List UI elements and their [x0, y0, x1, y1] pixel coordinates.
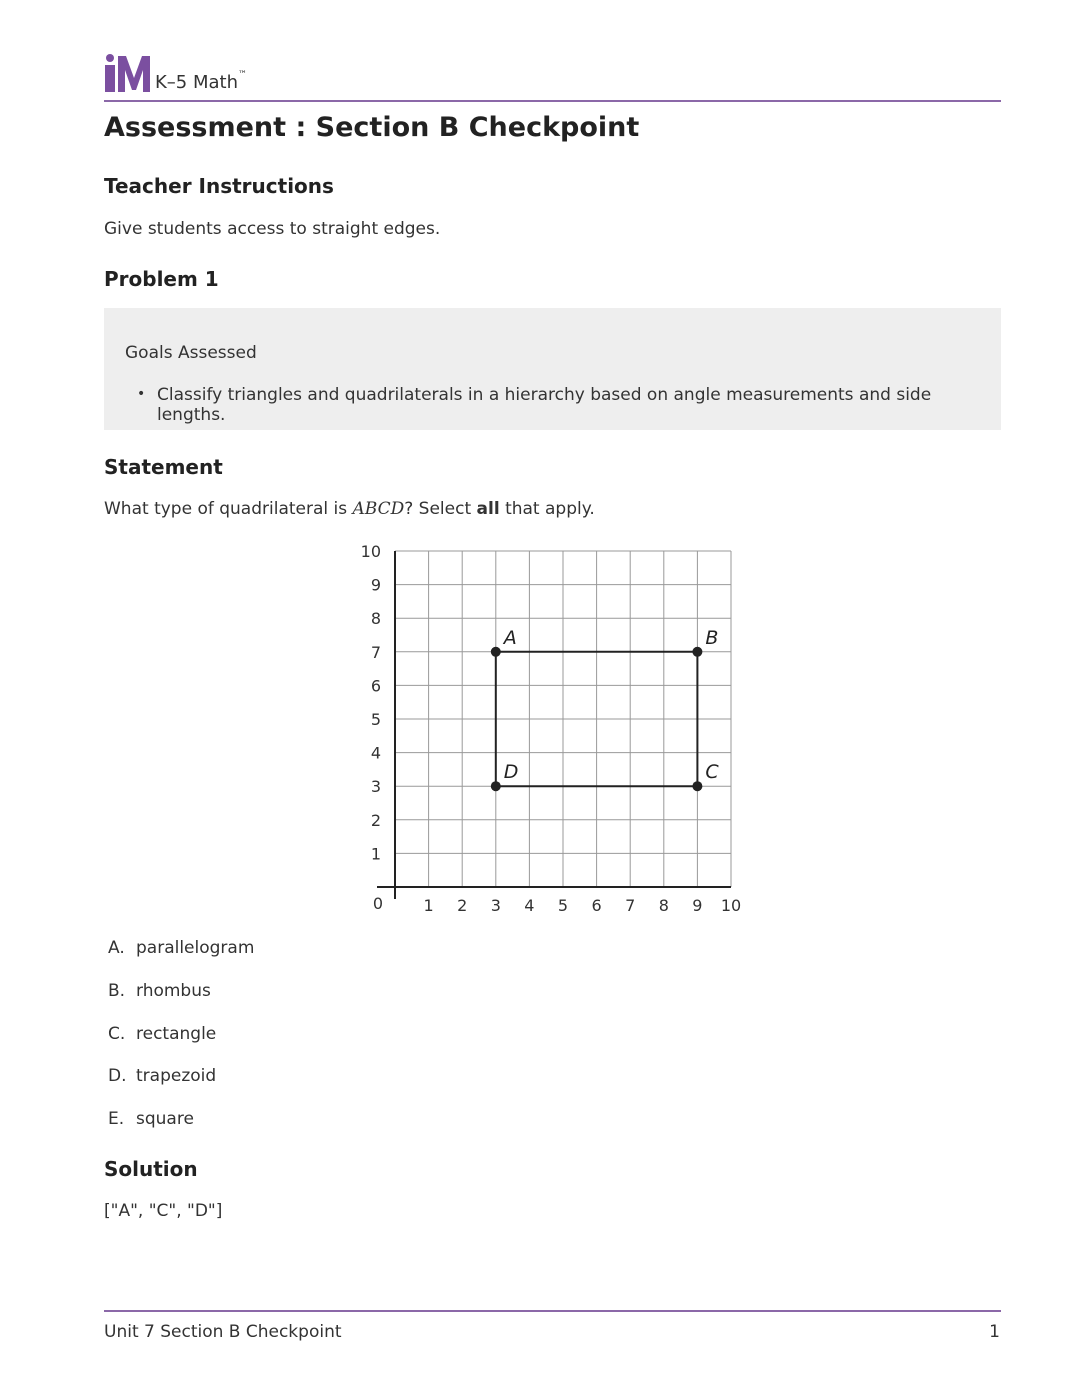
point-label-c: C: [705, 761, 719, 784]
x-tick-label: 7: [625, 896, 636, 915]
x-tick-label: 1: [423, 896, 434, 915]
point-label-a: A: [503, 626, 517, 649]
coordinate-grid: [0, 530, 1072, 930]
point-label-d: D: [503, 761, 519, 784]
goal-item: Classify triangles and quadrilaterals in a hierarchy based on angle measurements and side lengths.: [157, 385, 932, 425]
statement-text: What type of quadrilateral is ABCD? Select all that apply.: [104, 499, 595, 519]
solution-text: ["A", "C", "D"]: [104, 1201, 223, 1221]
teacher-instructions-text: Give students access to straight edges.: [104, 219, 441, 239]
x-tick-label: 5: [557, 896, 569, 915]
y-tick-label: 8: [370, 609, 381, 629]
point-label-b: B: [705, 626, 719, 649]
y-tick-label: 2: [370, 810, 381, 830]
point-b: [692, 647, 702, 657]
point-d: [491, 781, 501, 791]
point-a: [491, 647, 501, 657]
logo: [104, 54, 304, 94]
y-tick-label: 3: [370, 777, 381, 797]
x-tick-label: 2: [457, 896, 468, 915]
y-tick-label: 10: [360, 542, 381, 561]
y-tick-label: 6: [370, 676, 381, 696]
im-logo-icon: [104, 54, 152, 94]
x-tick-label: 8: [658, 896, 669, 915]
y-tick-label: 1: [370, 844, 381, 864]
x-tick-label: 3: [490, 896, 501, 915]
footer-title: Unit 7 Section B Checkpoint: [104, 1322, 342, 1342]
solution-heading: Solution: [104, 1157, 198, 1181]
point-c: [692, 781, 702, 791]
x-tick-label: 4: [524, 896, 535, 915]
y-tick-label: 7: [370, 642, 381, 662]
y-tick-label: 4: [370, 743, 381, 763]
goals-title: Goals Assessed: [125, 343, 257, 363]
choice-c[interactable]: C. rectangle: [108, 1024, 217, 1044]
x-tick-label: 6: [591, 896, 602, 915]
choice-b[interactable]: B. rhombus: [108, 981, 211, 1001]
goals-box: [104, 308, 1001, 430]
y-tick-label: 9: [370, 575, 381, 595]
problem-heading: Problem 1: [104, 267, 219, 291]
footer-rule: [104, 1310, 1001, 1312]
choice-e[interactable]: E. square: [108, 1109, 194, 1129]
header-rule: [104, 100, 1001, 102]
teacher-instructions-heading: Teacher Instructions: [104, 174, 334, 198]
logo-text: K–5 Math™: [155, 70, 248, 93]
page-number: 1: [989, 1322, 1000, 1342]
statement-heading: Statement: [104, 455, 223, 479]
choice-d[interactable]: D. trapezoid: [108, 1066, 217, 1086]
page-title: Assessment : Section B Checkpoint: [104, 112, 640, 143]
x-tick-label: 10: [720, 896, 742, 915]
x-tick-label: 9: [692, 896, 703, 915]
y-tick-label: 5: [370, 710, 381, 729]
origin-label: 0: [372, 894, 383, 913]
bullet-icon: •: [137, 386, 146, 402]
math-abcd: ABCD: [352, 499, 405, 519]
choice-a[interactable]: A. parallelogram: [108, 938, 255, 958]
